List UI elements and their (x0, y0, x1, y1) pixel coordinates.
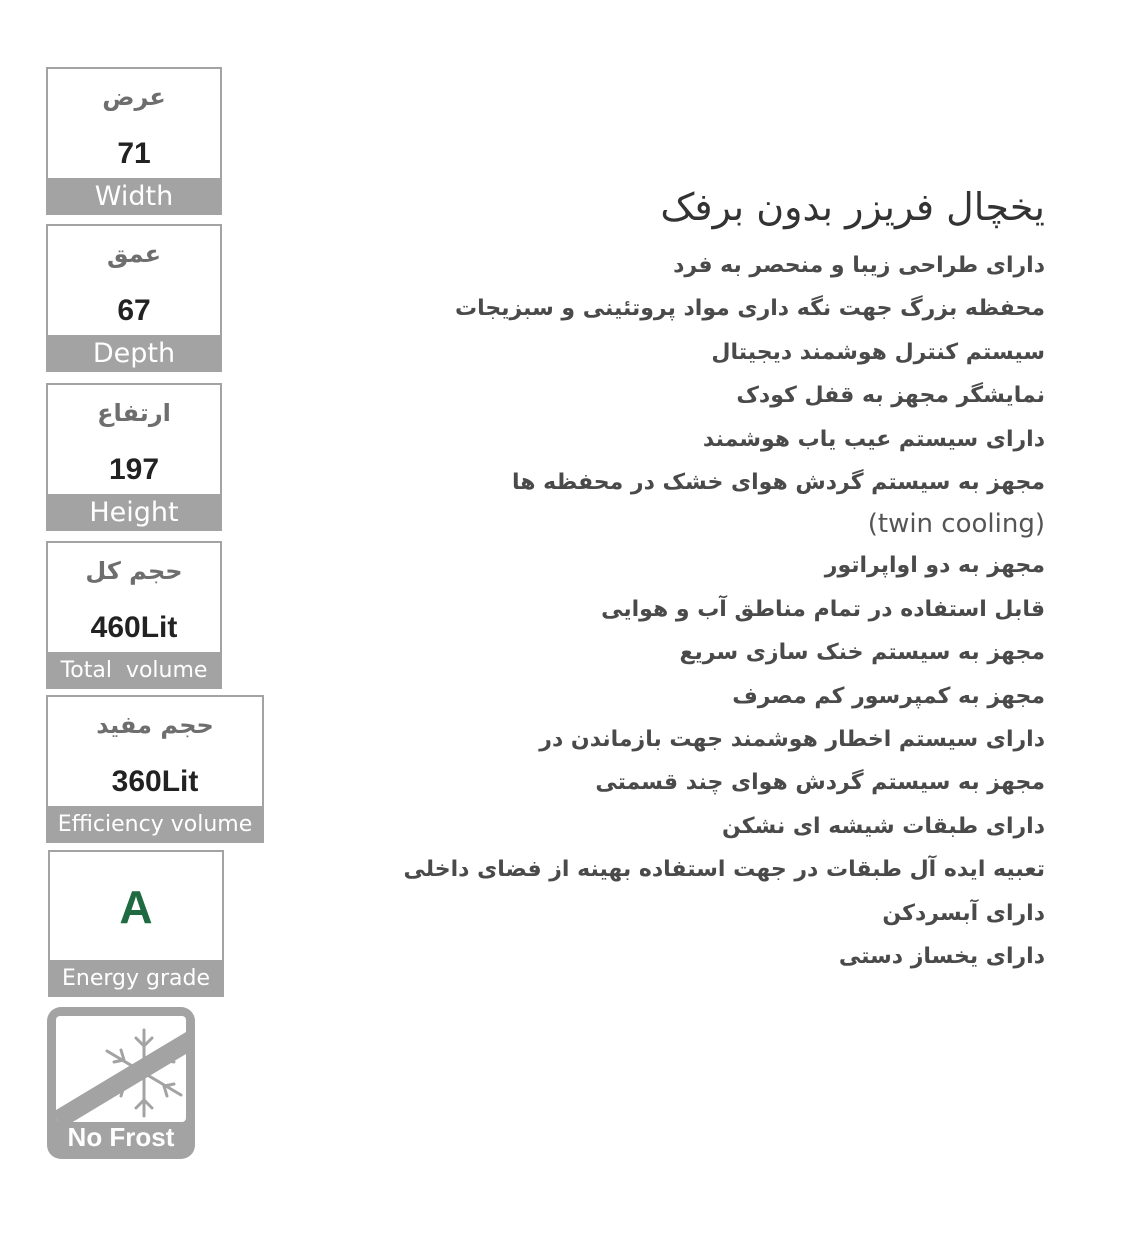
height-spec-box (46, 383, 222, 531)
depth-label-fa: عمق (106, 240, 162, 268)
product-description (405, 180, 1045, 979)
energy-grade-value: A (119, 881, 153, 933)
feature-item: مجهز به سیستم گردش هوای چند قسمتی (595, 770, 1045, 796)
feature-item: دارای آبسردکن (882, 900, 1045, 926)
height-value: 197 (108, 453, 160, 486)
feature-item: مجهز به دو اواپراتور (824, 553, 1045, 579)
feature-item: دارای یخساز دستی (838, 944, 1045, 970)
feature-item: محفظه بزرگ جهت نگه داری مواد پروتئینی و سبزیجات (454, 296, 1045, 322)
feature-item: مجهز به کمپرسور کم مصرف (732, 683, 1045, 709)
feature-item: سیستم کنترل هوشمند دیجیتال (711, 339, 1045, 365)
total-volume-value: 460Lit (90, 611, 178, 644)
no-frost-badge (47, 1007, 195, 1159)
feature-item: دارای سیستم عیب یاب هوشمند (702, 426, 1045, 452)
height-label-en: Height (46, 494, 222, 531)
width-label-en: Width (46, 178, 222, 215)
efficiency-volume-spec-box (46, 695, 264, 843)
feature-item: تعبیه ایده آل طبقات در جهت استفاده بهینه از فضای داخلی (403, 857, 1045, 883)
depth-spec-box (46, 224, 222, 372)
total-volume-label-en: Total volume (46, 652, 222, 689)
feature-item: قابل استفاده در تمام مناطق آب و هوایی (601, 596, 1045, 622)
feature-item: نمایشگر مجهز به قفل کودک (736, 383, 1045, 409)
feature-item: دارای طراحی زیبا و منحصر به فرد (673, 253, 1045, 278)
width-spec-box (46, 67, 222, 215)
feature-item: دارای سیستم اخطار هوشمند جهت بازماندن در (539, 727, 1045, 753)
depth-value: 67 (117, 294, 151, 327)
feature-list (405, 244, 1045, 979)
height-label-fa: ارتفاع (97, 399, 171, 427)
efficiency-volume-label-en: Efficiency volume (46, 806, 264, 843)
feature-item-text: مجهز به سیستم گردش هوای خشک در محفظه ها (512, 470, 1045, 496)
product-title: یخچال فریزر بدون برفک (660, 185, 1045, 229)
snowflake-crossed-icon (56, 1016, 186, 1122)
efficiency-volume-value: 360Lit (111, 765, 199, 798)
feature-item (405, 461, 1045, 544)
feature-item: مجهز به سیستم خنک سازی سریع (679, 640, 1045, 666)
feature-item: دارای طبقات شیشه ای نشکن (721, 813, 1045, 839)
no-frost-label: No Frost (67, 1122, 175, 1152)
energy-grade-spec-box (48, 850, 224, 997)
width-value: 71 (117, 137, 151, 170)
feature-item-note: (twin cooling) (867, 509, 1045, 540)
depth-label-en: Depth (46, 335, 222, 372)
efficiency-volume-label-fa: حجم مفید (96, 711, 214, 739)
energy-grade-label-en: Energy grade (48, 960, 224, 997)
width-label-fa: عرض (102, 83, 166, 111)
total-volume-spec-box (46, 541, 222, 689)
total-volume-label-fa: حجم کل (85, 557, 183, 585)
